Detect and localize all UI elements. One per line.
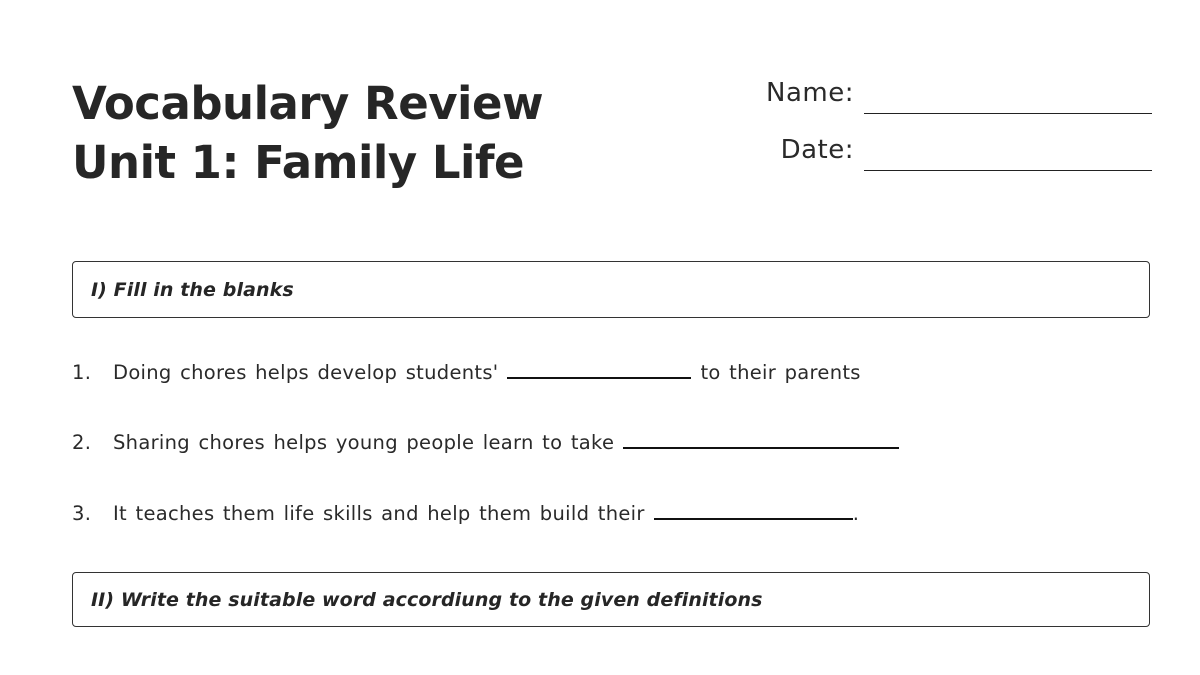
name-field xyxy=(684,78,1152,108)
title-line-2: Unit 1: Family Life xyxy=(72,136,525,189)
section-2-header xyxy=(72,572,1150,627)
name-blank-line[interactable] xyxy=(864,85,1152,114)
question-number: 3. xyxy=(72,502,92,525)
section-1-header xyxy=(72,261,1150,318)
worksheet-title xyxy=(72,74,543,192)
date-field xyxy=(684,135,1152,165)
question-text-before: Sharing chores helps young people learn to take xyxy=(113,431,615,454)
question-text-after: to their parents xyxy=(700,361,861,384)
section-2-title: II) Write the suitable word accordiung to the given definitions xyxy=(91,588,763,611)
title-line-1: Vocabulary Review xyxy=(72,77,544,130)
section-1-title: I) Fill in the blanks xyxy=(91,278,294,301)
question-1 xyxy=(72,361,861,384)
name-label: Name: xyxy=(766,78,854,108)
date-blank-line[interactable] xyxy=(864,142,1152,171)
answer-blank[interactable] xyxy=(507,361,691,379)
question-text-after: . xyxy=(852,502,860,525)
question-number: 1. xyxy=(72,361,92,384)
answer-blank[interactable] xyxy=(654,502,853,520)
question-text-before: It teaches them life skills and help them build their xyxy=(113,502,645,525)
question-number: 2. xyxy=(72,431,92,454)
answer-blank[interactable] xyxy=(623,431,899,449)
date-label: Date: xyxy=(780,135,854,165)
question-3 xyxy=(72,502,859,525)
question-2 xyxy=(72,431,908,454)
question-text-before: Doing chores helps develop students' xyxy=(113,361,499,384)
